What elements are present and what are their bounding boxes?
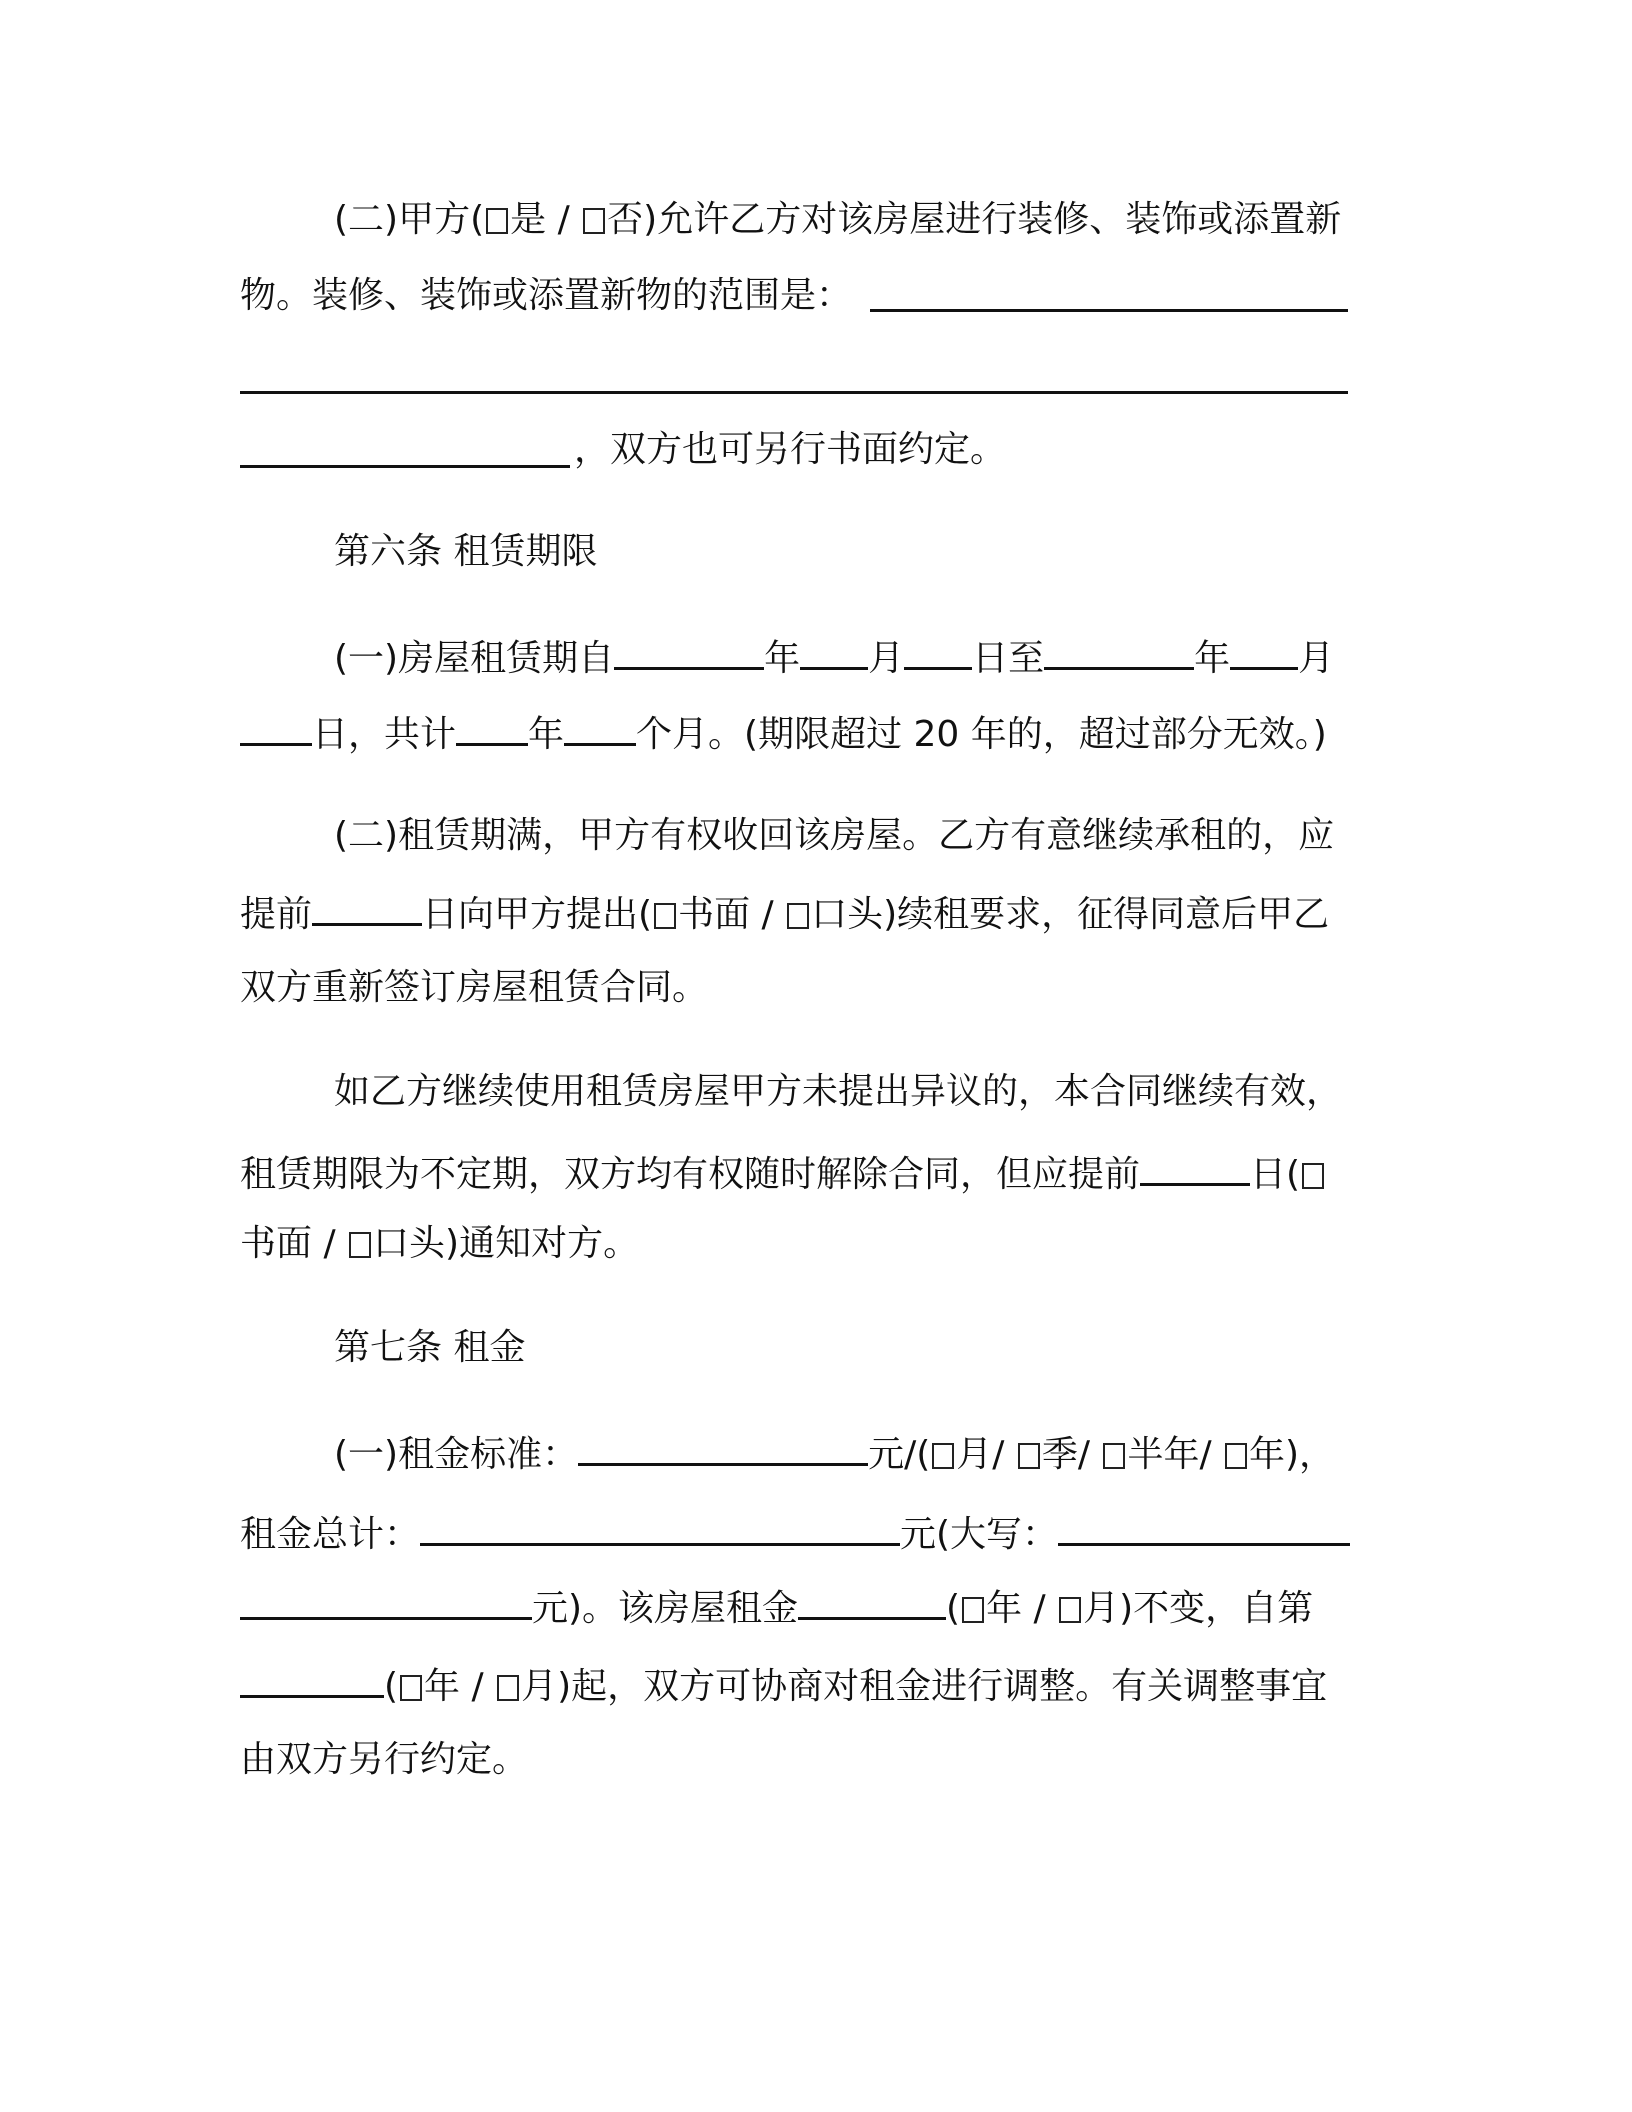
para-decoration-line-4: ，双方也可另行书面约定。 — [574, 429, 1007, 470]
blank-rent-standard[interactable] — [578, 1430, 868, 1466]
checkbox-adjust-year[interactable] — [400, 1675, 422, 1701]
blank-rent-total-words-2[interactable] — [240, 1584, 532, 1620]
blank-decoration-scope-3[interactable] — [240, 432, 570, 468]
para-decoration-line-2: 物。装修、装饰或添置新物的范围是： — [240, 275, 853, 316]
renewal-line-1: (二)租赁期满，甲方有权收回该房屋。乙方有意继续承租的，应 — [334, 815, 1335, 856]
checkbox-per-half-year[interactable] — [1103, 1443, 1125, 1469]
checkbox-yes[interactable] — [486, 208, 508, 234]
lease-term-line-1: (一)房屋租赁期自 年 月 日至 年 月 — [334, 634, 1334, 678]
blank-renewal-days[interactable] — [312, 890, 422, 926]
checkbox-per-quarter[interactable] — [1018, 1443, 1040, 1469]
blank-total-years[interactable] — [456, 710, 528, 746]
lease-term-line-2: 日，共计 年 个月。(期限超过 20 年的，超过部分无效。) — [240, 710, 1327, 754]
checkbox-written[interactable] — [654, 903, 676, 929]
blank-start-year[interactable] — [614, 634, 764, 670]
renewal-line-2: 提前 日向甲方提出( 书面 / 口头)续租要求，征得同意后甲乙 — [240, 890, 1329, 934]
blank-start-day[interactable] — [904, 634, 972, 670]
checkbox-fixed-year[interactable] — [962, 1597, 984, 1623]
checkbox-no[interactable] — [583, 208, 605, 234]
rent-line-5: 由双方另行约定。 — [240, 1739, 529, 1780]
checkbox-fixed-month[interactable] — [1059, 1597, 1081, 1623]
rent-line-3: 元)。该房屋租金 ( 年 / 月)不变，自第 — [240, 1584, 1313, 1628]
checkbox-per-year[interactable] — [1225, 1443, 1247, 1469]
checkbox-adjust-month[interactable] — [497, 1675, 519, 1701]
rent-line-4: ( 年 / 月)起，双方可协商对租金进行调整。有关调整事宜 — [240, 1662, 1327, 1706]
indefinite-term-line-1: 如乙方继续使用租赁房屋甲方未提出异议的，本合同继续有效， — [334, 1071, 1343, 1112]
checkbox-written-notice[interactable] — [1302, 1163, 1324, 1189]
blank-end-day[interactable] — [240, 710, 312, 746]
blank-adjust-start[interactable] — [240, 1662, 384, 1698]
blank-decoration-scope-1[interactable] — [870, 276, 1348, 312]
blank-end-month[interactable] — [1230, 634, 1298, 670]
blank-notice-days[interactable] — [1140, 1150, 1250, 1186]
checkbox-per-month[interactable] — [932, 1443, 954, 1469]
article-6-title: 第六条 租赁期限 — [334, 531, 598, 572]
para-decoration-line-1: (二)甲方( 是 / 否)允许乙方对该房屋进行装修、装饰或添置新 — [334, 199, 1342, 240]
renewal-line-3: 双方重新签订房屋租赁合同。 — [240, 967, 709, 1008]
rent-line-2: 租金总计： 元(大写： — [240, 1510, 1350, 1554]
checkbox-oral[interactable] — [787, 903, 809, 929]
blank-end-year[interactable] — [1044, 634, 1194, 670]
blank-rent-total-words-1[interactable] — [1058, 1510, 1350, 1546]
indefinite-term-line-2: 租赁期限为不定期，双方均有权随时解除合同，但应提前 日( — [240, 1150, 1326, 1194]
checkbox-oral-notice[interactable] — [349, 1232, 371, 1258]
blank-total-months[interactable] — [564, 710, 636, 746]
blank-start-month[interactable] — [800, 634, 868, 670]
rent-line-1: (一)租金标准： 元/( 月/ 季/ 半年/ 年)， — [334, 1430, 1335, 1474]
blank-rent-total[interactable] — [420, 1510, 900, 1546]
blank-rent-fixed-period[interactable] — [798, 1584, 946, 1620]
indefinite-term-line-3: 书面 / 口头)通知对方。 — [240, 1223, 640, 1264]
blank-decoration-scope-2[interactable] — [240, 358, 1348, 394]
article-7-title: 第七条 租金 — [334, 1327, 526, 1368]
